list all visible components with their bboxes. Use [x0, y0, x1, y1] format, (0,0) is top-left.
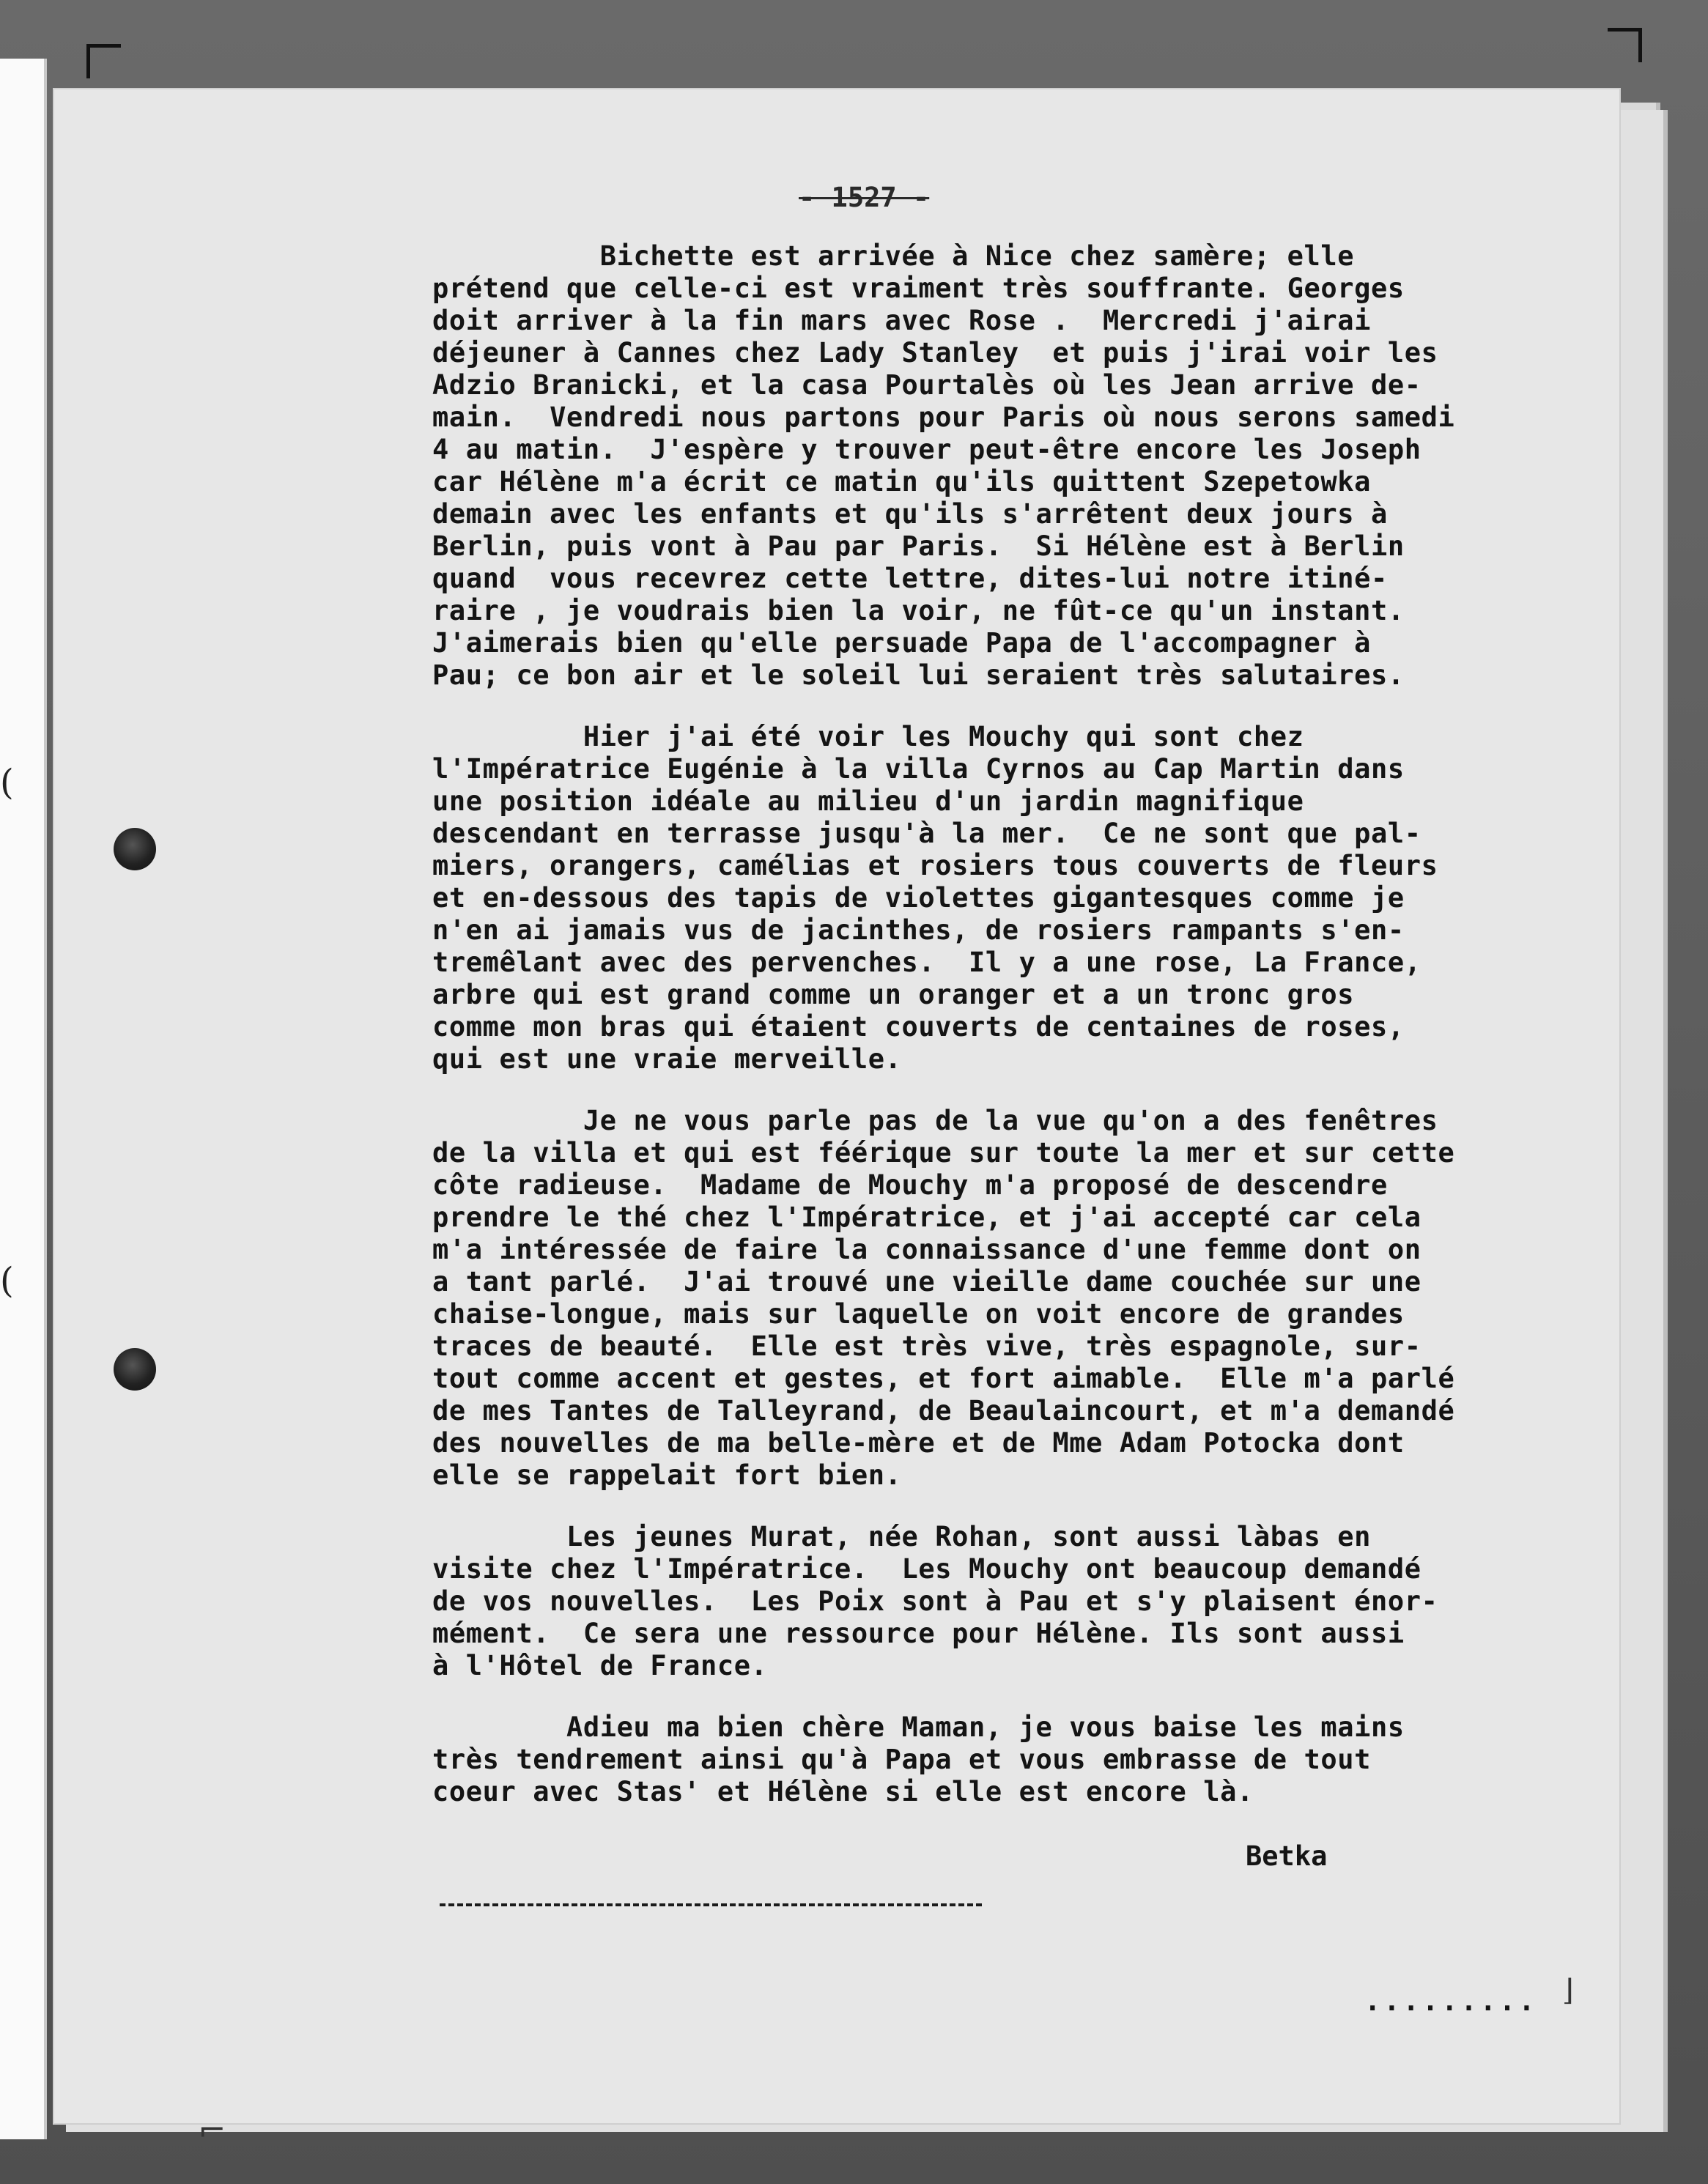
text-line: très tendrement ainsi qu'à Papa et vous embrasse de tout [432, 1744, 1372, 1775]
paragraph [432, 1711, 1605, 1808]
handwritten-mark: ⌋ [1562, 1974, 1574, 2007]
punch-hole [114, 828, 156, 870]
text-line: raire , je voudrais bien la voir, ne fût-ce qu'un instant. [432, 595, 1405, 626]
text-line: demain avec les enfants et qu'ils s'arrêtent deux jours à [432, 498, 1388, 530]
margin-bracket-mark: ( [0, 1260, 14, 1301]
closing-dots: ......... [1364, 1985, 1538, 2017]
text-line: comme mon bras qui étaient couverts de centaines de roses, [432, 1011, 1405, 1043]
text-line: une position idéale au milieu d'un jardin magnifique [432, 785, 1304, 817]
text-line: côte radieuse. Madame de Mouchy m'a proposé de descendre [432, 1169, 1388, 1201]
signature: Betka [1246, 1840, 1328, 1872]
text-line: chaise-longue, mais sur laquelle on voit encore de grandes [432, 1298, 1405, 1330]
text-line: J'aimerais bien qu'elle persuade Papa de l'accompagner à [432, 627, 1372, 659]
text-line: Les jeunes Murat, née Rohan, sont aussi làbas en [432, 1521, 1372, 1552]
handwritten-mark: ⌐ [198, 2110, 226, 2150]
text-line: car Hélène m'a écrit ce matin qu'ils quittent Szepetowka [432, 466, 1372, 497]
text-line: et en-dessous des tapis de violettes gigantesques comme je [432, 882, 1405, 914]
text-line: qui est une vraie merveille. [432, 1043, 902, 1075]
text-line: de la villa et qui est féérique sur toute la mer et sur cette [432, 1137, 1455, 1169]
text-line: mément. Ce sera une ressource pour Hélène. Ils sont aussi [432, 1618, 1405, 1649]
text-line: main. Vendredi nous partons pour Paris où nous serons samedi [432, 401, 1455, 433]
dashed-rule [440, 1903, 982, 1906]
text-line: Adieu ma bien chère Maman, je vous baise les mains [432, 1711, 1405, 1743]
text-line: a tant parlé. J'ai trouvé une vieille dame couchée sur une [432, 1266, 1422, 1298]
margin-bracket-mark: ( [0, 762, 14, 803]
text-line: Bichette est arrivée à Nice chez samère; elle [432, 240, 1355, 272]
paragraph [432, 721, 1605, 1076]
text-line: 4 au matin. J'espère y trouver peut-être encore les Joseph [432, 434, 1422, 465]
text-line: tout comme accent et gestes, et fort aimable. Elle m'a parlé [432, 1363, 1455, 1394]
text-line: Je ne vous parle pas de la vue qu'on a des fenêtres [432, 1105, 1438, 1136]
paragraph [432, 240, 1605, 692]
text-line: l'Impératrice Eugénie à la villa Cyrnos au Cap Martin dans [432, 753, 1405, 785]
text-line: Berlin, puis vont à Pau par Paris. Si Hélène est à Berlin [432, 530, 1405, 562]
text-line: arbre qui est grand comme un oranger et a un tronc gros [432, 979, 1355, 1010]
text-line: de mes Tantes de Talleyrand, de Beaulaincourt, et m'a demandé [432, 1395, 1455, 1426]
text-line: des nouvelles de ma belle-mère et de Mme Adam Potocka dont [432, 1427, 1405, 1459]
text-line: descendant en terrasse jusqu'à la mer. Ce ne sont que pal- [432, 818, 1422, 849]
text-line: à l'Hôtel de France. [432, 1650, 768, 1681]
text-line: visite chez l'Impératrice. Les Mouchy ont beaucoup demandé [432, 1553, 1422, 1585]
page-number: - 1527 - [799, 182, 930, 213]
binder-strip [0, 59, 47, 2139]
text-line: quand vous recevrez cette lettre, dites-lui notre itiné- [432, 563, 1388, 594]
text-line: traces de beauté. Elle est très vive, très espagnole, sur- [432, 1330, 1422, 1362]
crop-mark-top-left [86, 44, 121, 78]
punch-hole [114, 1348, 156, 1391]
text-line: prendre le thé chez l'Impératrice, et j'ai accepté car cela [432, 1202, 1422, 1233]
text-line: déjeuner à Cannes chez Lady Stanley et puis j'irai voir les [432, 337, 1438, 369]
letter-body [432, 176, 1605, 1837]
text-line: Pau; ce bon air et le soleil lui seraient très salutaires. [432, 659, 1405, 691]
text-line: prétend que celle-ci est vraiment très souffrante. Georges [432, 273, 1405, 304]
text-line: miers, orangers, camélias et rosiers tous couverts de fleurs [432, 850, 1438, 881]
paragraph [432, 1105, 1605, 1492]
text-line: coeur avec Stas' et Hélène si elle est encore là. [432, 1776, 1254, 1807]
crop-mark-top-right [1608, 28, 1642, 62]
text-line: tremêlant avec des pervenches. Il y a une rose, La France, [432, 947, 1422, 978]
text-line: m'a intéressée de faire la connaissance d'une femme dont on [432, 1234, 1422, 1265]
text-line: Hier j'ai été voir les Mouchy qui sont chez [432, 721, 1304, 752]
text-line: doit arriver à la fin mars avec Rose . Mercredi j'airai [432, 305, 1372, 336]
text-line: n'en ai jamais vus de jacinthes, de rosiers rampants s'en- [432, 914, 1405, 946]
text-line: de vos nouvelles. Les Poix sont à Pau et s'y plaisent énor- [432, 1585, 1438, 1617]
text-line: elle se rappelait fort bien. [432, 1459, 902, 1491]
paragraph [432, 1521, 1605, 1682]
text-line: Adzio Branicki, et la casa Pourtalès où les Jean arrive de- [432, 369, 1422, 401]
